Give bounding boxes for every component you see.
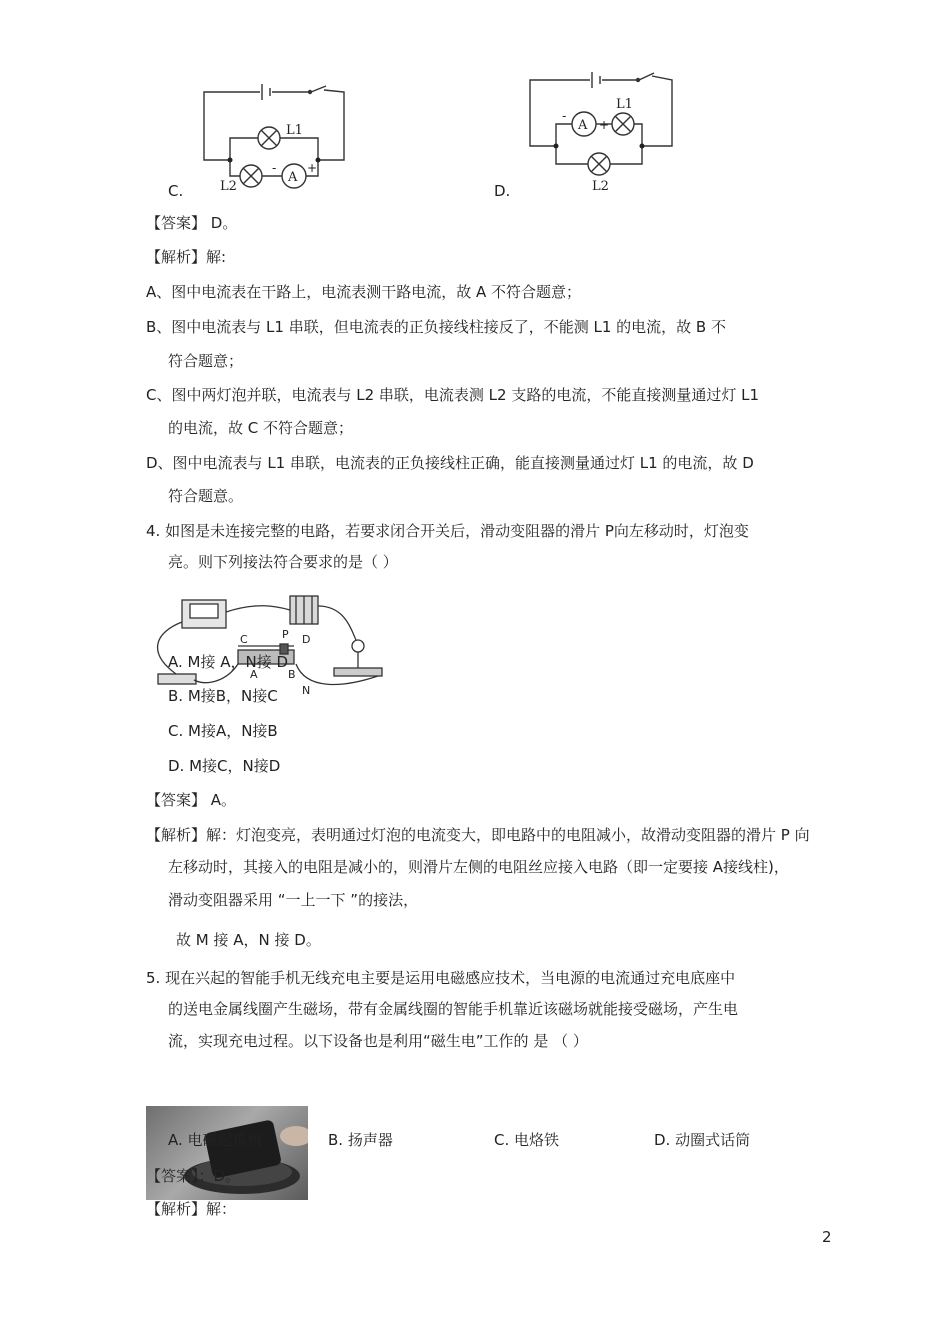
wire-n-label: N: [302, 684, 311, 697]
q3-analysis-line: B、图中电流表与 L1 串联，但电流表的正负接线柱接反了，不能测 L1 的电流，故 B 不: [146, 318, 726, 336]
q5-option: A. 电磁起重机: [168, 1131, 263, 1149]
q5-stem-line: 的送电金属线圈产生磁场，带有金属线圈的智能手机靠近该磁场就能接受磁场，产生电: [168, 1000, 739, 1018]
q3-analysis-line: C、图中两灯泡并联，电流表与 L2 串联，电流表测 L2 支路的电流，不能直接测量通过灯 L1: [146, 386, 760, 404]
terminal-c-label: C: [240, 633, 248, 646]
q5-answer: 【答案】：D。: [146, 1167, 241, 1185]
q4-analysis-line: 滑动变阻器采用 “一上一下 ”的接法，: [168, 891, 419, 909]
q3-analysis-line: 符合题意。: [168, 487, 244, 505]
ammeter-label: A: [578, 118, 588, 133]
q5-option: B. 扬声器: [328, 1131, 393, 1149]
minus-terminal: -: [562, 109, 567, 123]
q4-stem-line: 亮。则下列接法符合要求的是（ ）: [168, 553, 398, 571]
q5-option: D. 动圈式话筒: [654, 1131, 751, 1149]
plus-terminal: +: [599, 118, 610, 132]
q4-analysis-line: 【解析】解：灯泡变亮，表明通过灯泡的电流变大，即电路中的电阻减小，故滑动变阻器的滑片 P 向: [146, 826, 810, 844]
slider-p-label: P: [282, 628, 289, 641]
q4-answer: [146, 790, 236, 810]
q3-analysis-line: A、图中电流表在干路上，电流表测干路电流，故 A 不符合题意；: [146, 283, 582, 301]
q4-option: A. M接 A，N接 D: [168, 653, 289, 671]
q5-stem-line: 5. 现在兴起的智能手机无线充电主要是运用电磁感应技术，当电源的电流通过充电底座中: [146, 969, 736, 987]
ammeter-label: A: [288, 170, 298, 185]
q5-stem-line: 流，实现充电过程。以下设备也是利用“磁生电”工作的 是 （ ）: [168, 1032, 588, 1050]
q4-option: B. M接B，N接C: [168, 687, 278, 705]
circuit-diagram-d: [522, 64, 682, 196]
answer-value: D。: [210, 214, 238, 232]
terminal-d-label: D: [302, 633, 311, 646]
answer-value: A。: [210, 791, 237, 809]
page-number: 2: [822, 1228, 832, 1246]
q5-analysis-label: 【解析】解：: [146, 1200, 237, 1218]
q3-analysis-line: 的电流，故 C 不符合题意；: [168, 419, 354, 437]
terminal-a-label: A: [250, 668, 258, 681]
q4-option: C. M接A，N接B: [168, 722, 278, 740]
lamp-l1-label: L1: [286, 123, 303, 138]
lamp-l2-label: L2: [592, 179, 609, 194]
answer-label: 【答案】: [146, 214, 207, 232]
lamp-l1-label: L1: [616, 97, 633, 112]
q4-option: D. M接C，N接D: [168, 757, 281, 775]
circuit-diagram-c: [196, 78, 356, 196]
lamp-l2-label: L2: [220, 179, 237, 194]
q5-option: C. 电烙铁: [494, 1131, 560, 1149]
q4-stem-line: 4. 如图是未连接完整的电路，若要求闭合开关后，滑动变阻器的滑片 P向左移动时，灯泡变: [146, 522, 749, 540]
q4-analysis-line: 左移动时，其接入的电阻是减小的，则滑片左侧的电阻丝应接入电路（即一定要接 A接线柱)，: [168, 858, 789, 876]
q3-answer: [146, 213, 237, 233]
option-c-label: C.: [168, 182, 184, 200]
q3-analysis-line: D、图中电流表与 L1 串联，电流表的正负接线柱正确，能直接测量通过灯 L1 的电流，故 D: [146, 454, 754, 472]
answer-label: 【答案】: [146, 791, 207, 809]
q3-analysis-label: 【解析】解:: [146, 248, 227, 266]
plus-terminal: +: [307, 161, 318, 175]
q4-analysis-line: 故 M 接 A，N 接 D。: [176, 931, 321, 949]
minus-terminal: -: [272, 161, 277, 175]
option-d-label: D.: [494, 182, 511, 200]
q3-analysis-line: 符合题意；: [168, 352, 244, 370]
terminal-b-label: B: [288, 668, 296, 681]
